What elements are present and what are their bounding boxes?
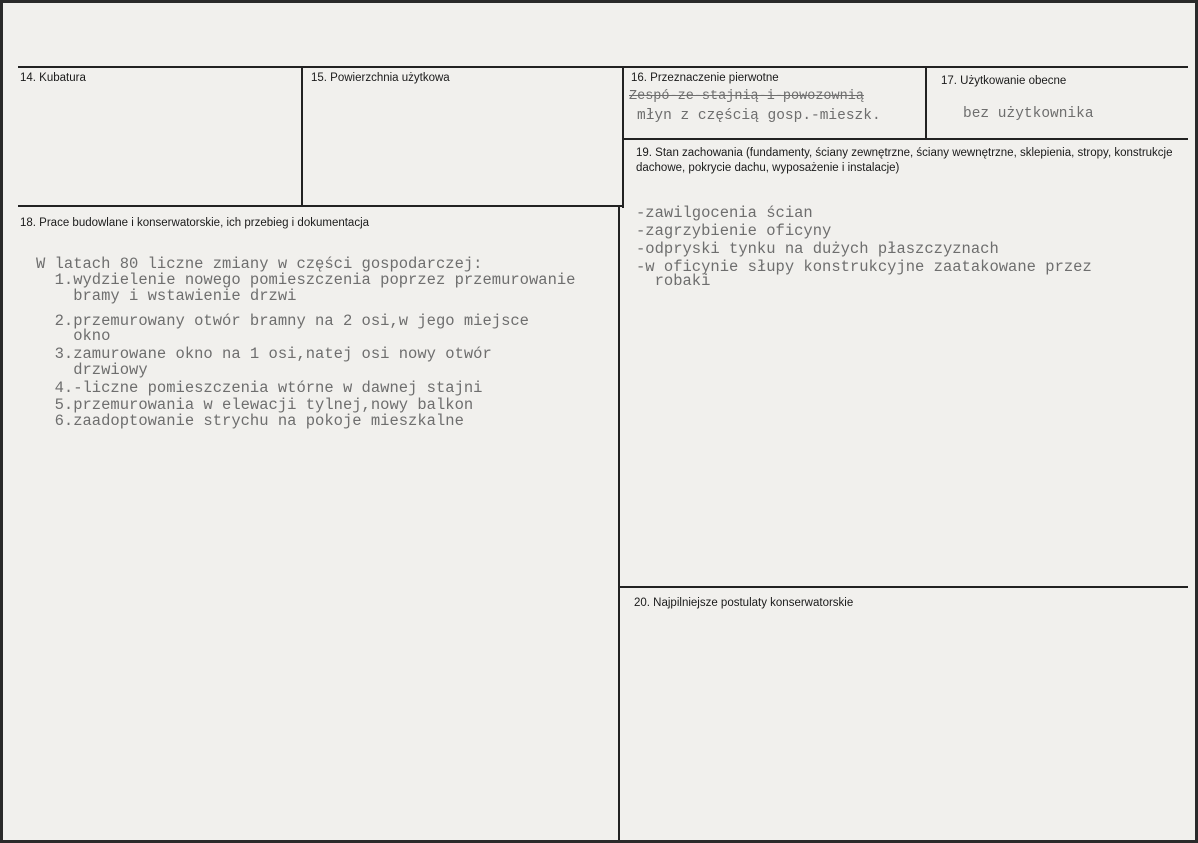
- divider-16-17: [925, 66, 927, 140]
- rule-under-15: [18, 205, 623, 207]
- rule-above-20: [619, 586, 1188, 588]
- rule-under-16-17: [623, 138, 1188, 140]
- prace-line: 2.przemurowany otwór bramny na 2 osi,w jego miejsce: [36, 312, 529, 330]
- label-kubatura: 14. Kubatura: [20, 72, 86, 84]
- divider-14-15: [301, 66, 303, 207]
- record-card: [3, 3, 1195, 840]
- stan-line: -zagrzybienie oficyny: [636, 222, 832, 240]
- divider-15-16: [622, 66, 624, 208]
- label-postulaty: 20. Najpilniejsze postulaty konserwatorskie: [634, 597, 854, 609]
- prace-line: W latach 80 liczne zmiany w części gospodarczej:: [36, 255, 483, 273]
- stan-line: -zawilgocenia ścian: [636, 204, 813, 222]
- przeznaczenie-struck-text: Zespó-ze-stajnią-i-powozownią: [629, 89, 864, 104]
- stan-line: -odpryski tynku na dużych płaszczyznach: [636, 240, 999, 258]
- prace-line: okno: [36, 327, 111, 345]
- uzytkowanie-value: bez użytkownika: [963, 106, 1094, 122]
- label-powierzchnia: 15. Powierzchnia użytkowa: [311, 72, 450, 84]
- label-przeznaczenie: 16. Przeznaczenie pierwotne: [631, 72, 779, 84]
- label-stan-zachowania: 19. Stan zachowania (fundamenty, ściany zewnętrzne, ściany wewnętrzne, sklepienia, stropy, konstrukcje dachowe, pokrycie dachu, wyposażenie i instalacje): [636, 147, 1173, 174]
- stan-line: robaki: [636, 272, 711, 290]
- prace-line: 5.przemurowania w elewacji tylnej,nowy balkon: [36, 396, 474, 414]
- divider-left-right: [618, 205, 620, 840]
- prace-line: bramy i wstawienie drzwi: [36, 287, 297, 305]
- przeznaczenie-value: młyn z częścią gosp.-mieszk.: [637, 108, 881, 124]
- prace-line: drzwiowy: [36, 361, 148, 379]
- top-rule: [18, 66, 1188, 68]
- prace-line: 3.zamurowane okno na 1 osi,natej osi nowy otwór: [36, 345, 492, 363]
- label-uzytkowanie: 17. Użytkowanie obecne: [941, 75, 1067, 87]
- prace-line: 6.zaadoptowanie strychu na pokoje mieszkalne: [36, 412, 464, 430]
- label-prace-budowlane: 18. Prace budowlane i konserwatorskie, ich przebieg i dokumentacja: [20, 217, 370, 229]
- stan-line: -w oficynie słupy konstrukcyjne zaatakowane przez: [636, 258, 1092, 276]
- prace-line: 1.wydzielenie nowego pomieszczenia poprzez przemurowanie: [36, 271, 576, 289]
- prace-line: 4.-liczne pomieszczenia wtórne w dawnej stajni: [36, 379, 483, 397]
